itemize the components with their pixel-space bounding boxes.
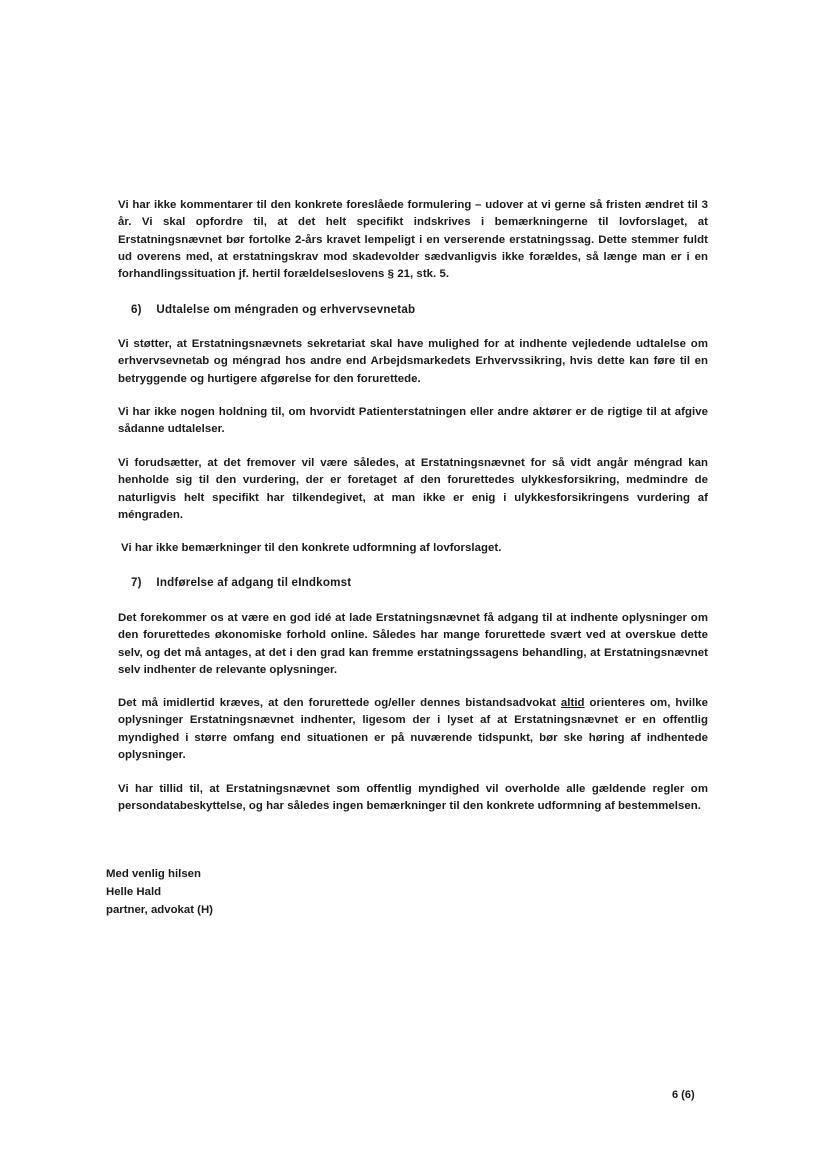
section-heading-6 [131,301,415,318]
paragraph-fristen [118,197,708,283]
signature-block [106,865,213,919]
section-number: 7) [131,576,142,589]
paragraph-text: Vi forudsætter, at det fremover vil være således, at Erstatningsnævnet for så vidt angår méngrad kan henholde sig til den vurdering, der er foretaget af den forurettedes ulykkesforsikring, medmindre de naturligvis helt specifikt har tilkendegivet, at man ikke er enig i ulykkesforsikringens vurdering af méngraden. [118,457,708,521]
text-run: Det må imidlertid kræves, at den forurettede og/eller dennes bistandsadvokat [118,697,561,709]
section-title: Indførelse af adgang til eIndkomst [156,576,352,589]
signature-closing: Med venlig hilsen [106,868,201,880]
paragraph-kraeves [118,695,708,764]
section-title: Udtalelse om méngraden og erhvervsevnetab [156,303,416,316]
paragraph-text: Vi har ikke bemærkninger til den konkrete udformning af lovforslaget. [121,542,502,554]
paragraph-text [118,695,708,764]
paragraph-forudsaetter [118,455,708,524]
paragraph-text: Vi har ikke nogen holdning til, om hvorvidt Patienterstatningen eller andre aktører er de rigtige til at afgive sådanne udtalelser. [118,406,708,436]
paragraph-text: Det forekommer os at være en god idé at lade Erstatningsnævnet få adgang til at indhente oplysninger om den forurettedes økonomiske forhold online. Således har mange forurettede svært ved at overskue dette selv, og det må antages, at det i den grad kan fremme erstatningssagens behandling, at Erstatningsnævnet selv indhenter de relevante oplysninger. [118,612,708,676]
section-number: 6) [131,303,142,316]
paragraph-bemaerkninger [121,540,711,557]
signature-name: Helle Hald [106,886,162,898]
paragraph-text: Vi støtter, at Erstatningsnævnets sekretariat skal have mulighed for at indhente vejledende udtalelse om erhvervsevnetab og méngrad hos andre end Arbejdsmarkedets Erhvervssikring, hvis dette kan føre til en betryggende og hurtigere afgørelse for den forurettede. [118,338,708,385]
paragraph-stoetter [118,336,708,388]
underlined-word: altid [560,697,585,709]
paragraph-god-ide [118,610,708,679]
signature-title: partner, advokat (H) [106,904,213,916]
paragraph-text: Vi har tillid til, at Erstatningsnævnet som offentlig myndighed vil overholde alle gældende regler om persondatabeskyttelse, og har således ingen bemærkninger til den konkrete udformning af bestemmelsen. [118,783,708,813]
section-heading-7 [131,574,351,591]
paragraph-tillid [118,781,708,816]
paragraph-text: Vi har ikke kommentarer til den konkrete foreslåede formulering – udover at vi gerne så fristen ændret til 3 år. Vi skal opfordre til, at det helt specifikt indskrives i bemærkningerne til lovforslaget, at Erstatningsnævnet bør fortolke 2-års kravet lempeligt i en verserende erstatningssag. Dette stemmer fuldt ud overens med, at erstatningskrav mod skadevolder sædvanligvis ikke forældes, så længe man er i en forhandlingssituation jf. hertil forældelseslovens § 21, stk. 5. [118,199,708,281]
text-run: orienteres om, hvilke oplysninger Erstatningsnævnet indhenter, ligesom der i lyset af at Erstatningsnævnet er en offentlig myndighed i større omfang end situationen er på nuværende tidspunkt, bør ske høring af indhentede oplysninger. [118,697,708,761]
paragraph-holdning [118,404,708,439]
page-number: 6 (6) [672,1089,695,1101]
